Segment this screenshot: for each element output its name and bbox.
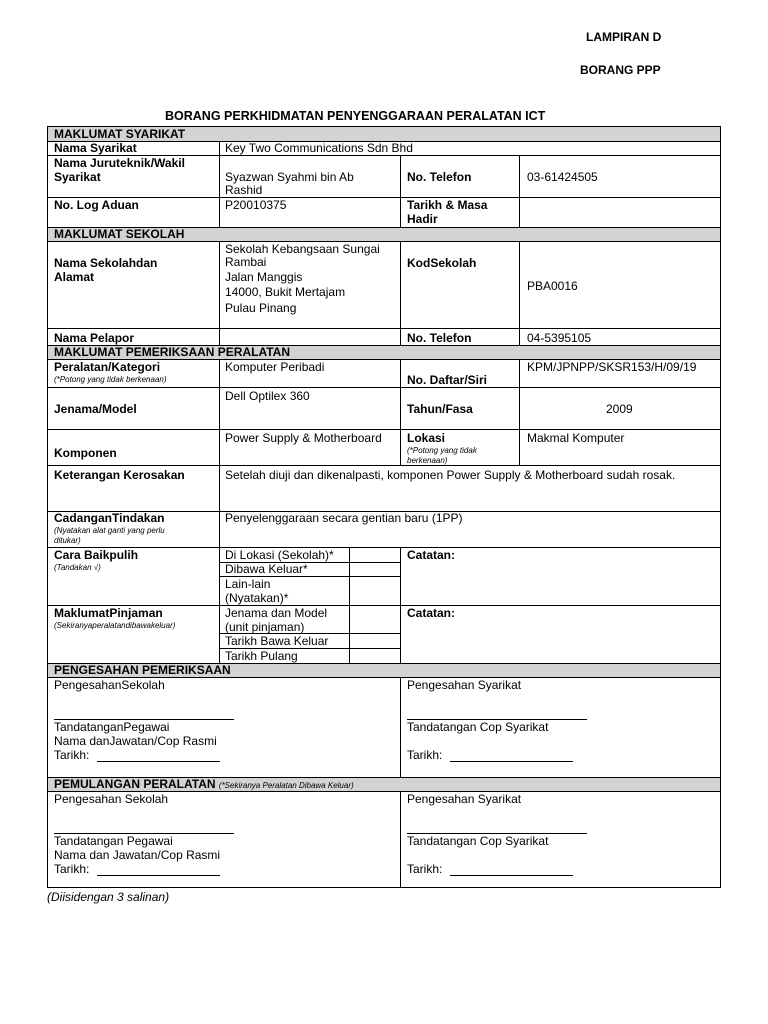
pemulangan-sekolah-title: Pengesahan Sekolah xyxy=(54,792,169,806)
telefon-sekolah-label: No. Telefon xyxy=(407,331,472,345)
juruteknik-label-2: Syarikat xyxy=(54,170,101,184)
return-date-line-syarikat xyxy=(450,875,573,876)
alamat-line-1: Sekolah Kebangsaan Sungai xyxy=(225,242,380,256)
tarikh-sekolah-label: Tarikh: xyxy=(54,748,90,762)
date-line-syarikat xyxy=(450,761,573,762)
kerosakan-label: Keterangan Kerosakan xyxy=(54,468,185,482)
telefon-syarikat-label: No. Telefon xyxy=(407,170,472,184)
alamat-line-3: Jalan Manggis xyxy=(225,270,303,284)
cadangan-value: Penyelenggaraan secara gentian baru (1PP) xyxy=(225,511,463,525)
pinjaman-option-bawa-keluar: Tarikh Bawa Keluar xyxy=(225,634,329,648)
peralatan-value: Komputer Peribadi xyxy=(225,360,325,374)
pengesahan-syarikat-title: Pengesahan Syarikat xyxy=(407,678,522,692)
pemulangan-syarikat-title: Pengesahan Syarikat xyxy=(407,792,522,806)
pinjaman-note: (Sekiranyaperalatandibawakeluar) xyxy=(54,621,176,630)
nama-jawatan-label: Nama danJawatan/Cop Rasmi xyxy=(54,734,217,748)
daftar-siri-value: KPM/JPNPP/SKSR153/H/09/19 xyxy=(527,360,697,374)
return-tandatangan-pegawai: Tandatangan Pegawai xyxy=(54,834,173,848)
jenama-label: Jenama/Model xyxy=(54,402,137,416)
peralatan-note: (*Potong yang tidak berkenaan) xyxy=(54,375,167,384)
lokasi-label: Lokasi xyxy=(407,431,446,445)
pinjaman-option-jenama-1: Jenama dan Model xyxy=(225,606,328,620)
pinjaman-option-jenama-2: (unit pinjaman) xyxy=(225,620,305,634)
baikpulih-option-lain-1: Lain-lain xyxy=(225,577,271,591)
log-aduan-label: No. Log Aduan xyxy=(54,198,139,212)
log-aduan-value: P20010375 xyxy=(225,198,287,212)
section-heading-pemulangan: PEMULANGAN PERALATAN xyxy=(54,777,216,791)
lokasi-value: Makmal Komputer xyxy=(527,431,625,445)
alamat-line-4: 14000, Bukit Mertajam xyxy=(225,285,346,299)
pemulangan-heading-note: (*Sekiranya Peralatan Dibawa Keluar) xyxy=(218,781,354,790)
alamat-line-5: Pulau Pinang xyxy=(225,301,297,315)
section-heading-pemeriksaan: MAKLUMAT PEMERIKSAAN PERALATAN xyxy=(54,345,290,359)
tandatangan-syarikat-label: Tandatangan Cop Syarikat xyxy=(407,720,549,734)
peralatan-label: Peralatan/Kategori xyxy=(54,360,161,374)
pinjaman-option-pulang: Tarikh Pulang xyxy=(225,649,298,663)
komponen-label: Komponen xyxy=(54,446,117,460)
nama-syarikat-label: Nama Syarikat xyxy=(54,141,137,155)
section-heading-pemulangan-wrap xyxy=(54,777,354,793)
section-heading-syarikat: MAKLUMAT SYARIKAT xyxy=(54,127,186,141)
return-tarikh-syarikat: Tarikh: xyxy=(407,862,443,876)
kod-sekolah-label: KodSekolah xyxy=(407,256,477,270)
baikpulih-option-dibawa: Dibawa Keluar* xyxy=(225,562,308,576)
jenama-value: Dell Optilex 360 xyxy=(225,389,310,403)
lampiran-label: LAMPIRAN D xyxy=(586,30,662,44)
pinjaman-label: MaklumatPinjaman xyxy=(54,606,163,620)
borang-code: BORANG PPP xyxy=(580,63,661,77)
komponen-value: Power Supply & Motherboard xyxy=(225,431,382,445)
baikpulih-label: Cara Baikpulih xyxy=(54,548,139,562)
catatan-pinjaman-label: Catatan: xyxy=(407,606,456,620)
kerosakan-value: Setelah diuji dan dikenalpasti, komponen Power Supply & Motherboard sudah rosak. xyxy=(225,468,676,482)
catatan-baikpulih-label: Catatan: xyxy=(407,548,456,562)
baikpulih-note: (Tandakan √) xyxy=(54,563,101,572)
baikpulih-option-lain-2: (Nyatakan)* xyxy=(225,591,289,605)
juruteknik-label-1: Nama Juruteknik/Wakil xyxy=(54,156,185,170)
return-date-line-sekolah xyxy=(97,875,220,876)
juruteknik-value-1: Syazwan Syahmi bin Ab xyxy=(225,170,354,184)
section-heading-sekolah: MAKLUMAT SEKOLAH xyxy=(54,227,185,241)
section-heading-pengesahan: PENGESAHAN PEMERIKSAAN xyxy=(54,663,231,677)
daftar-siri-label: No. Daftar/Siri xyxy=(407,373,488,387)
cadangan-note-2: ditukar) xyxy=(54,536,81,545)
telefon-syarikat-value: 03-61424505 xyxy=(527,170,598,184)
cadangan-note-1: (Nyatakan alat ganti yang perlu xyxy=(54,526,165,535)
tandatangan-pegawai-label: TandatanganPegawai xyxy=(54,720,170,734)
kod-sekolah-value: PBA0016 xyxy=(527,279,578,293)
date-line-sekolah xyxy=(97,761,220,762)
cadangan-label: CadanganTindakan xyxy=(54,511,165,525)
lokasi-note-2: berkenaan) xyxy=(407,456,448,465)
tahun-label: Tahun/Fasa xyxy=(407,402,473,416)
alamat-line-2: Rambai xyxy=(225,255,267,269)
pengesahan-sekolah-title: PengesahanSekolah xyxy=(54,678,165,692)
nama-sekolah-label-2: Alamat xyxy=(54,270,95,284)
return-tandatangan-syarikat: Tandatangan Cop Syarikat xyxy=(407,834,549,848)
juruteknik-value-2: Rashid xyxy=(225,183,263,197)
lokasi-note-1: (*Potong yang tidak xyxy=(407,446,477,455)
tahun-value: 2009 xyxy=(606,402,633,416)
nama-pelapor-label: Nama Pelapor xyxy=(54,331,135,345)
tarikh-masa-label-1: Tarikh & Masa xyxy=(407,198,488,212)
footer-note: (Diisidengan 3 salinan) xyxy=(47,890,170,904)
return-nama-jawatan: Nama dan Jawatan/Cop Rasmi xyxy=(54,848,221,862)
baikpulih-option-lokasi: Di Lokasi (Sekolah)* xyxy=(225,548,334,562)
telefon-sekolah-value: 04-5395105 xyxy=(527,331,592,345)
tarikh-syarikat-label: Tarikh: xyxy=(407,748,443,762)
tarikh-masa-label-2: Hadir xyxy=(407,212,438,226)
nama-syarikat-value: Key Two Communications Sdn Bhd xyxy=(225,141,413,155)
page-title: BORANG PERKHIDMATAN PENYENGGARAAN PERALATAN ICT xyxy=(165,109,546,123)
return-tarikh-sekolah: Tarikh: xyxy=(54,862,90,876)
nama-sekolah-label-1: Nama Sekolahdan xyxy=(54,256,158,270)
